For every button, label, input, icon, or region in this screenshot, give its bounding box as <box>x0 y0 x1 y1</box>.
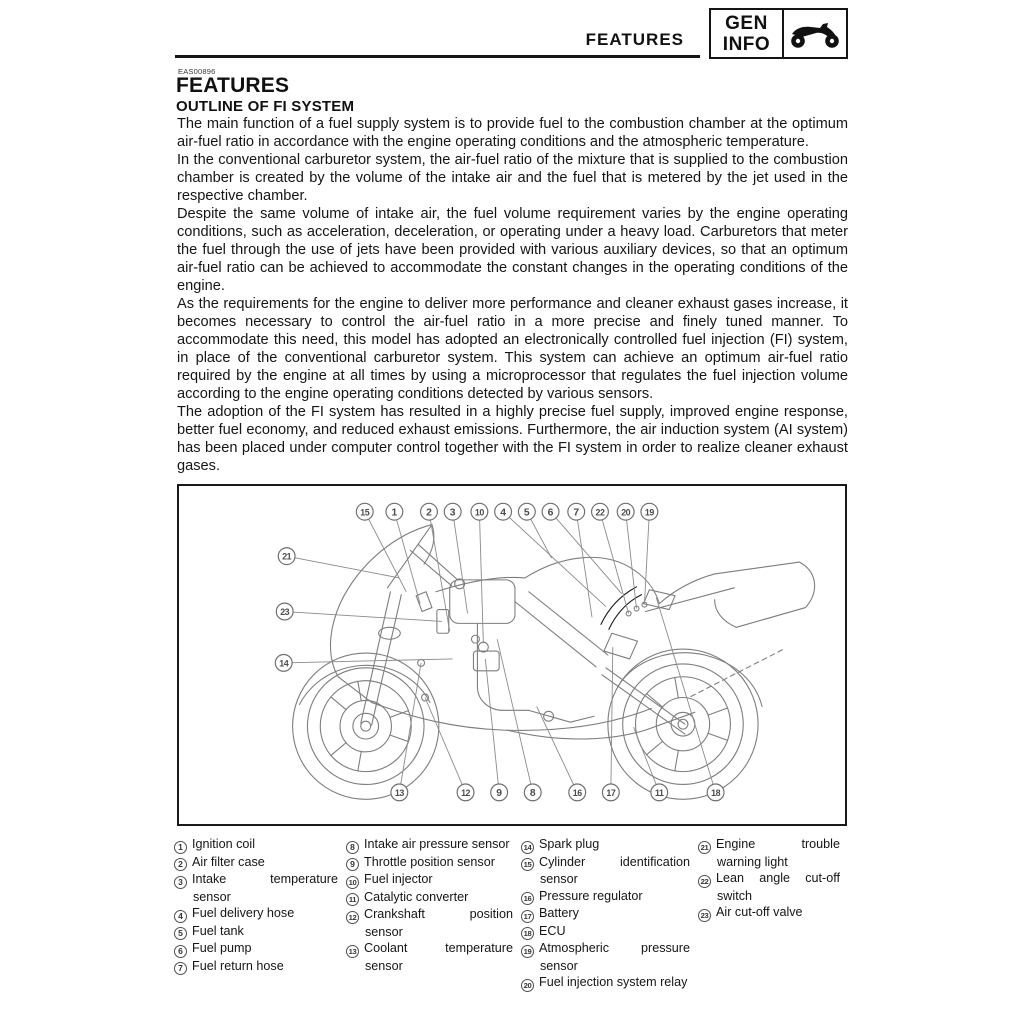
motorcycle-line-art <box>179 486 845 824</box>
callout-18 <box>707 784 724 801</box>
callout-12 <box>457 784 474 801</box>
gen-info-tab <box>709 8 848 59</box>
callout-leader <box>485 659 499 792</box>
callout-leader <box>429 512 450 632</box>
callout-21 <box>278 548 295 565</box>
gen-info-line1: GEN <box>725 12 768 34</box>
svg-text:18: 18 <box>711 787 721 798</box>
header-rule <box>175 55 700 58</box>
legend-item-number: 17 <box>521 910 534 923</box>
svg-text:20: 20 <box>621 507 631 518</box>
callout-4 <box>495 503 512 520</box>
fi-system-diagram <box>177 484 847 826</box>
callout-leader <box>365 512 407 592</box>
gen-info-line2: INFO <box>722 33 771 55</box>
callout-16 <box>569 784 586 801</box>
svg-text:2: 2 <box>426 507 432 519</box>
callout-leader <box>394 512 420 604</box>
callout-leader <box>576 512 592 618</box>
legend-item-number: 11 <box>346 893 359 906</box>
svg-text:23: 23 <box>280 607 290 618</box>
callout-8 <box>524 784 541 801</box>
svg-text:12: 12 <box>461 787 470 798</box>
legend-item-number: 23 <box>698 909 711 922</box>
svg-text:13: 13 <box>394 787 404 798</box>
callout-10 <box>471 503 488 520</box>
callout-leader <box>287 556 400 578</box>
paragraph: As the requirements for the engine to deliver more performance and cleaner exhaust gases increase, it becomes necessary to control the air-fuel ratio in a more precise and finely tuned manner. To accommodate this need, this model has adopted an electronically controlled fuel injection (FI) system, in place of the conventional carburetor system. This system can achieve an optimum air-fuel ratio required by the engine at all times by using a microprocessor that regulates the fuel injection volume according to the engine operating conditions detected by various sensors. <box>177 296 848 402</box>
legend-item-number: 2 <box>174 858 187 871</box>
legend-item-number: 4 <box>174 910 187 923</box>
svg-text:8: 8 <box>529 787 536 799</box>
svg-text:6: 6 <box>547 507 554 519</box>
callout-leader <box>503 512 606 607</box>
svg-text:3: 3 <box>449 507 456 519</box>
callout-leader <box>425 697 466 792</box>
legend-item: 11 Catalytic converter <box>346 889 513 907</box>
svg-text:14: 14 <box>279 658 289 669</box>
legend-item-number: 19 <box>521 945 534 958</box>
callout-20 <box>617 503 634 520</box>
legend-item: 10 Fuel injector <box>346 871 513 889</box>
legend-item-number: 5 <box>174 927 187 940</box>
callout-leader <box>537 706 578 792</box>
legend-column-3 <box>521 836 698 992</box>
callout-14 <box>275 655 292 672</box>
callout-markers <box>275 503 724 800</box>
motorcycle-drawing <box>293 525 815 800</box>
legend <box>174 836 848 992</box>
callout-17 <box>602 784 619 801</box>
paragraph: Despite the same volume of intake air, the fuel volume requirement varies by the engine operating conditions, such as acceleration, deceleration, or operating under a heavy load. Carburetors that meter the fuel through the use of jets have been provided with various auxiliary devices, so that an optimum air-fuel ratio can be achieved to accommodate the constant changes in the operating conditions of the engine. <box>177 206 848 294</box>
svg-text:15: 15 <box>360 507 370 518</box>
legend-item: 21 Engine trouble warning light <box>698 836 840 870</box>
legend-item-number: 13 <box>346 945 359 958</box>
legend-item-number: 1 <box>174 841 187 854</box>
legend-item-number: 7 <box>174 962 187 975</box>
callout-leader <box>600 512 629 614</box>
callout-leader <box>634 727 660 792</box>
legend-item-number: 9 <box>346 858 359 871</box>
callout-leader <box>399 663 421 792</box>
svg-text:17: 17 <box>606 787 616 798</box>
callout-leader <box>551 512 622 594</box>
legend-item: 9 Throttle position sensor <box>346 854 513 872</box>
legend-item-number: 6 <box>174 945 187 958</box>
legend-column-4 <box>698 836 848 992</box>
callout-leader <box>626 512 637 609</box>
legend-item-number: 20 <box>521 979 534 992</box>
legend-column-2 <box>346 836 521 992</box>
svg-text:11: 11 <box>655 787 664 798</box>
legend-item: 19 Atmospheric pressure sensor <box>521 940 690 974</box>
svg-text:22: 22 <box>595 507 605 518</box>
gen-info-label <box>711 10 784 57</box>
callout-15 <box>356 503 373 520</box>
legend-item: 2 Air filter case <box>174 854 338 872</box>
callout-13 <box>391 784 408 801</box>
legend-item: 7 Fuel return hose <box>174 958 338 976</box>
callout-1 <box>386 503 403 520</box>
paragraph: In the conventional carburetor system, the air-fuel ratio of the mixture that is supplied to the combustion chamber is created by the volume of the intake air and the fuel that is metered by the jet used in the respective chamber. <box>177 152 848 204</box>
legend-item: 23 Air cut-off valve <box>698 904 840 922</box>
callout-6 <box>542 503 559 520</box>
callout-19 <box>641 503 658 520</box>
svg-text:7: 7 <box>573 507 580 519</box>
legend-item: 14 Spark plug <box>521 836 690 854</box>
legend-item-number: 18 <box>521 927 534 940</box>
callout-leader <box>656 598 715 793</box>
callout-3 <box>444 503 461 520</box>
legend-item: 13 Coolant temperature sensor <box>346 940 513 974</box>
callout-5 <box>518 503 535 520</box>
running-head: FEATURES <box>585 30 684 49</box>
callout-23 <box>276 603 293 620</box>
svg-text:19: 19 <box>644 507 654 518</box>
page-title: FEATURES <box>176 74 290 97</box>
legend-item: 5 Fuel tank <box>174 923 338 941</box>
section-code: EAS00896 <box>178 67 216 76</box>
legend-item: 18 ECU <box>521 923 690 941</box>
callout-leader <box>284 659 453 663</box>
callout-22 <box>592 503 609 520</box>
legend-item-number: 8 <box>346 841 359 854</box>
callout-2 <box>421 503 438 520</box>
svg-text:5: 5 <box>523 507 530 519</box>
legend-item-number: 10 <box>346 876 359 889</box>
svg-text:21: 21 <box>282 551 292 562</box>
svg-text:16: 16 <box>572 787 582 798</box>
legend-item: 15 Cylinder identification sensor <box>521 854 690 888</box>
callout-leader <box>453 512 468 614</box>
legend-item: 8 Intake air pressure sensor <box>346 836 513 854</box>
legend-item: 16 Pressure regulator <box>521 888 690 906</box>
legend-item: 4 Fuel delivery hose <box>174 905 338 923</box>
callout-leader-lines <box>284 512 716 793</box>
legend-item-number: 15 <box>521 858 534 871</box>
callout-9 <box>491 784 508 801</box>
motorcycle-icon <box>784 10 846 57</box>
legend-item-number: 16 <box>521 892 534 905</box>
body-text <box>177 115 848 475</box>
callout-7 <box>568 503 585 520</box>
legend-item: 12 Crankshaft position sensor <box>346 906 513 940</box>
svg-text:4: 4 <box>500 507 506 519</box>
paragraph: The adoption of the FI system has resulted in a highly precise fuel supply, improved engine response, better fuel economy, and reduced exhaust emissions. Furthermore, the air induction system (AI system) has been placed under computer control together with the FI system in order to realize cleaner exhaust gases. <box>177 404 848 474</box>
svg-text:1: 1 <box>391 507 398 519</box>
legend-item-number: 3 <box>174 876 187 889</box>
section-subtitle: OUTLINE OF FI SYSTEM <box>176 98 355 115</box>
legend-item: 1 Ignition coil <box>174 836 338 854</box>
legend-item-number: 21 <box>698 841 711 854</box>
legend-item-number: 12 <box>346 911 359 924</box>
paragraph: The main function of a fuel supply system is to provide fuel to the combustion chamber at the optimum air-fuel ratio in accordance with the engine operating conditions and the atmospheric temperature. <box>177 116 848 150</box>
legend-item: 20 Fuel injection system relay <box>521 974 690 992</box>
legend-column-1 <box>174 836 346 992</box>
svg-text:10: 10 <box>474 507 484 518</box>
legend-item: 17 Battery <box>521 905 690 923</box>
callout-leader <box>497 639 533 792</box>
legend-item: 3 Intake temperature sensor <box>174 871 338 905</box>
legend-item-number: 22 <box>698 875 711 888</box>
legend-item-number: 14 <box>521 841 534 854</box>
legend-item: 22 Lean angle cut-off switch <box>698 870 840 904</box>
callout-11 <box>651 784 668 801</box>
callout-leader <box>285 612 442 622</box>
legend-item: 6 Fuel pump <box>174 940 338 958</box>
callout-leader <box>611 647 613 792</box>
svg-text:9: 9 <box>496 787 503 799</box>
